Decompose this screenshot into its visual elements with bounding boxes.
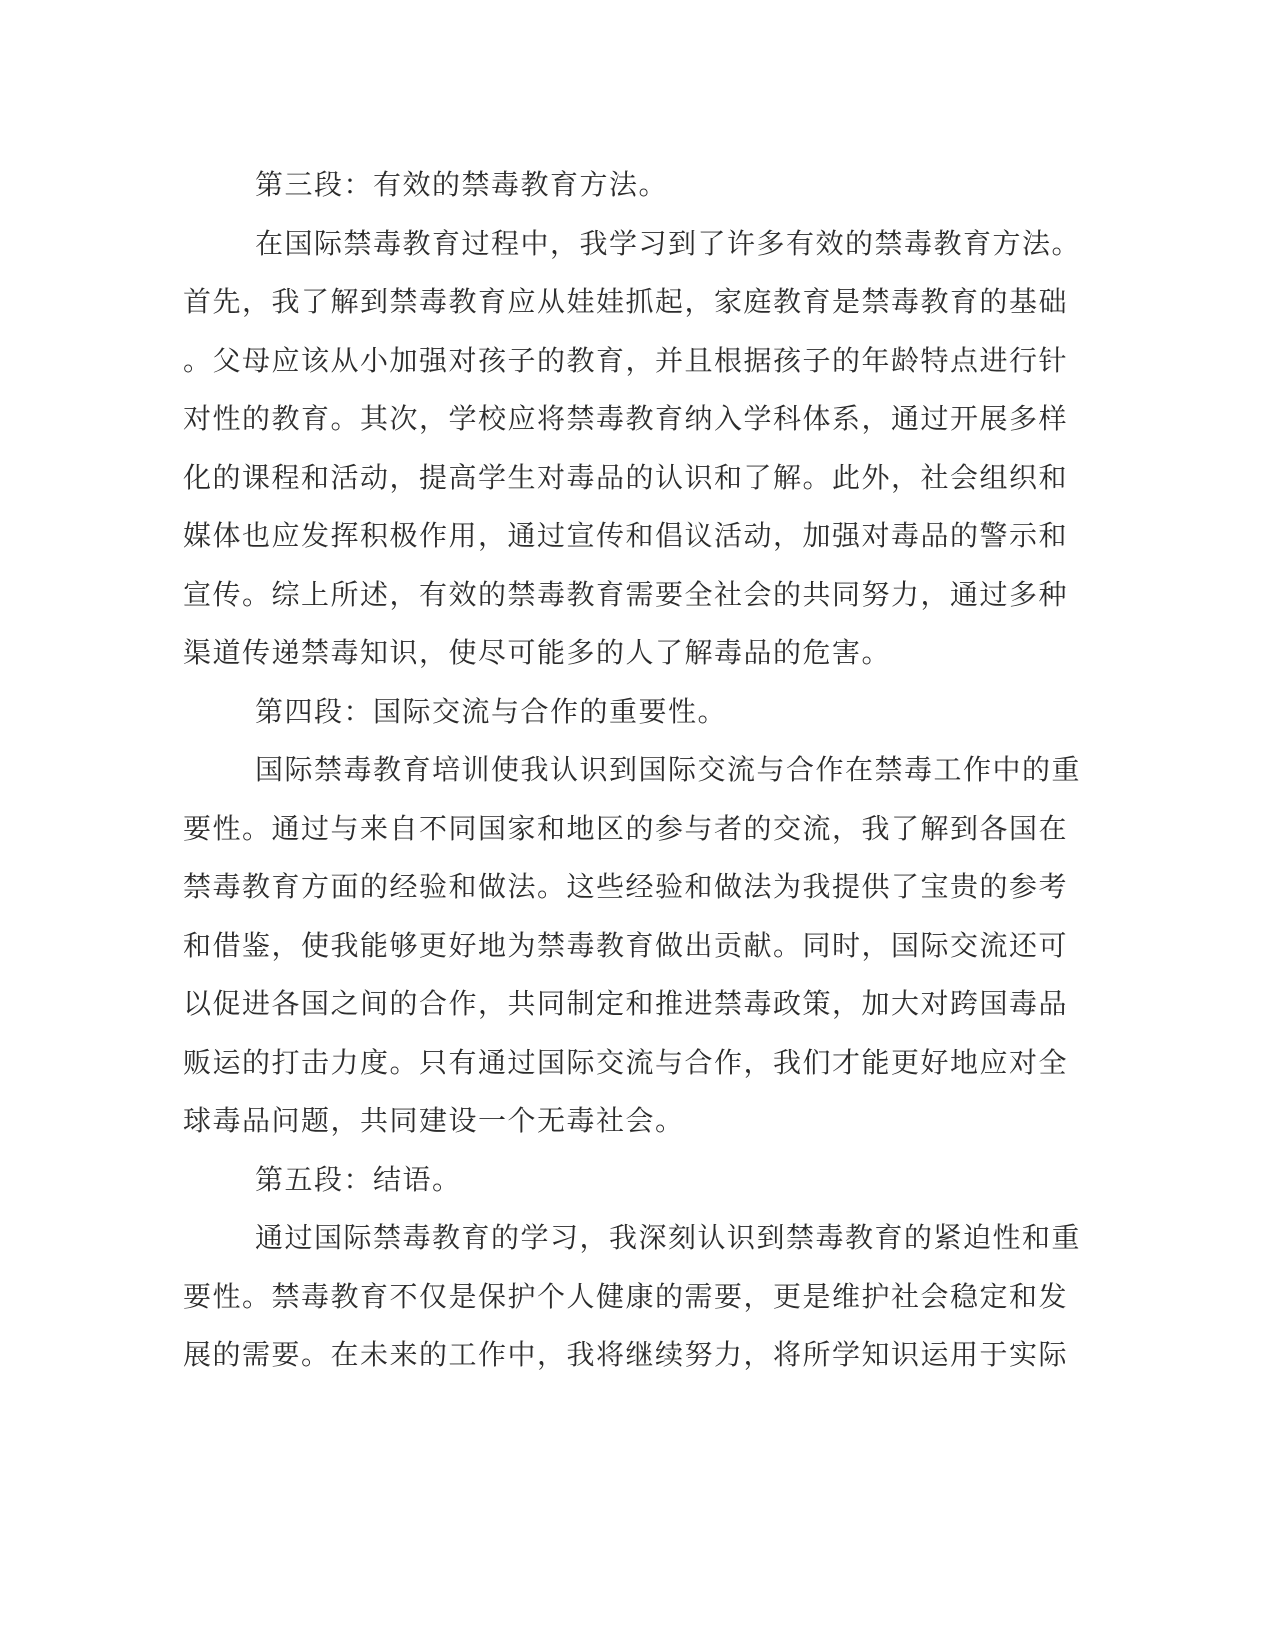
paragraph-line: 宣传。综上所述，有效的禁毒教育需要全社会的共同努力，通过多种 (183, 577, 1069, 611)
paragraph-line: 要性。禁毒教育不仅是保护个人健康的需要，更是维护社会稳定和发 (183, 1279, 1069, 1313)
section-heading-5 (183, 1151, 1043, 1210)
paragraph-line: 对性的教育。其次，学校应将禁毒教育纳入学科体系，通过开展多样 (183, 402, 1069, 435)
paragraph-line: 国际禁毒教育培训使我认识到国际交流与合作在禁毒工作中的重 (255, 753, 1082, 786)
section-heading-4 (183, 683, 1043, 742)
document-body (183, 156, 1082, 1385)
paragraph-line: 以促进各国之间的合作，共同制定和推进禁毒政策，加大对跨国毒品 (183, 987, 1069, 1020)
paragraph-3 (183, 215, 1082, 683)
paragraph-line: 化的课程和活动，提高学生对毒品的认识和了解。此外，社会组织和 (183, 460, 1069, 494)
paragraph-line: 在国际禁毒教育过程中，我学习到了许多有效的禁毒教育方法。 (255, 226, 1082, 260)
paragraph-5 (183, 1209, 1082, 1385)
paragraph-line: 球毒品问题，共同建设一个无毒社会。 (183, 1104, 685, 1137)
heading-line: 第三段：有效的禁毒教育方法。 (255, 168, 669, 201)
heading-line: 第四段：国际交流与合作的重要性。 (255, 694, 728, 728)
paragraph-line: 禁毒教育方面的经验和做法。这些经验和做法为我提供了宝贵的参考 (183, 870, 1069, 903)
paragraph-line: 贩运的打击力度。只有通过国际交流与合作，我们才能更好地应对全 (183, 1045, 1069, 1079)
paragraph-line: 渠道传递禁毒知识，使尽可能多的人了解毒品的危害。 (183, 636, 892, 669)
paragraph-line: 通过国际禁毒教育的学习，我深刻认识到禁毒教育的紧迫性和重 (255, 1221, 1082, 1254)
paragraph-line: 首先，我了解到禁毒教育应从娃娃抓起，家庭教育是禁毒教育的基础 (183, 285, 1069, 318)
heading-line: 第五段：结语。 (255, 1162, 462, 1196)
paragraph-4 (183, 741, 1082, 1151)
paragraph-line: 和借鉴，使我能够更好地为禁毒教育做出贡献。同时，国际交流还可 (183, 928, 1069, 962)
paragraph-line: 展的需要。在未来的工作中，我将继续努力，将所学知识运用于实际 (183, 1338, 1069, 1371)
section-heading-3 (183, 156, 1043, 215)
paragraph-line: 。父母应该从小加强对孩子的教育，并且根据孩子的年龄特点进行针 (183, 343, 1069, 377)
paragraph-line: 要性。通过与来自不同国家和地区的参与者的交流，我了解到各国在 (183, 811, 1069, 845)
paragraph-line: 媒体也应发挥积极作用，通过宣传和倡议活动，加强对毒品的警示和 (183, 519, 1069, 552)
